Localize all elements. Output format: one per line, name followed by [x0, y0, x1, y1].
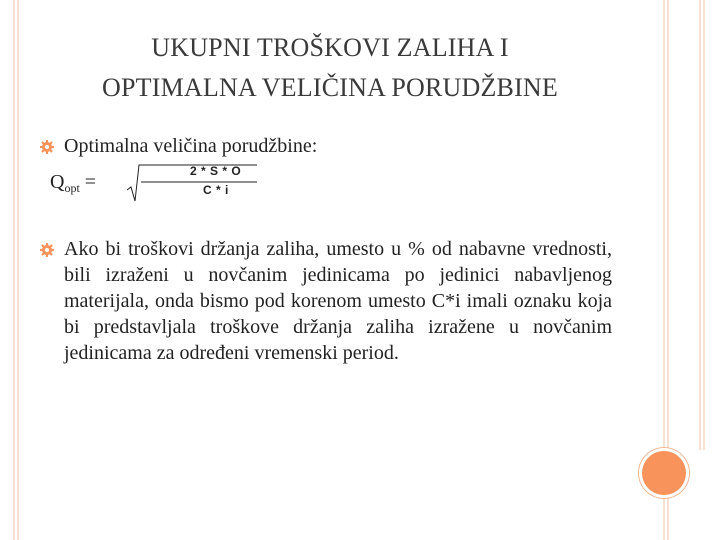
formula-denominator: C * i [203, 183, 229, 197]
slide-title [30, 28, 630, 108]
slide-title-line-2: OPTIMALNA VELIČINA PORUDŽBINE [102, 73, 558, 102]
orange-gear-bullet-icon [40, 243, 54, 257]
bullet-2-text: Ako bi troškovi držanja zaliha, umesto u % od nabavne vrednosti, bili izraženi u novčanim jedinicama po jedinici nabavljenog materijala, onda bismo pod korenom umesto C*i imali oznaku koja bi predstavljala troškove držanja zaliha izražene u novčanim jedinicama za određeni vremenski period. [64, 238, 612, 364]
formula-equals: = [84, 171, 97, 193]
formula-label [50, 169, 96, 201]
orange-gear-bullet-icon [40, 140, 54, 154]
orange-circle-icon [642, 451, 686, 495]
formula-subscript: opt [64, 181, 80, 195]
formula-q: Q [50, 171, 65, 193]
bullet-1-text: Optimalna veličina porudžbine: [64, 135, 318, 157]
slide-title-line-1: UKUPNI TROŠKOVI ZALIHA I [151, 33, 509, 62]
formula-numerator: 2 * S * O [190, 164, 242, 178]
